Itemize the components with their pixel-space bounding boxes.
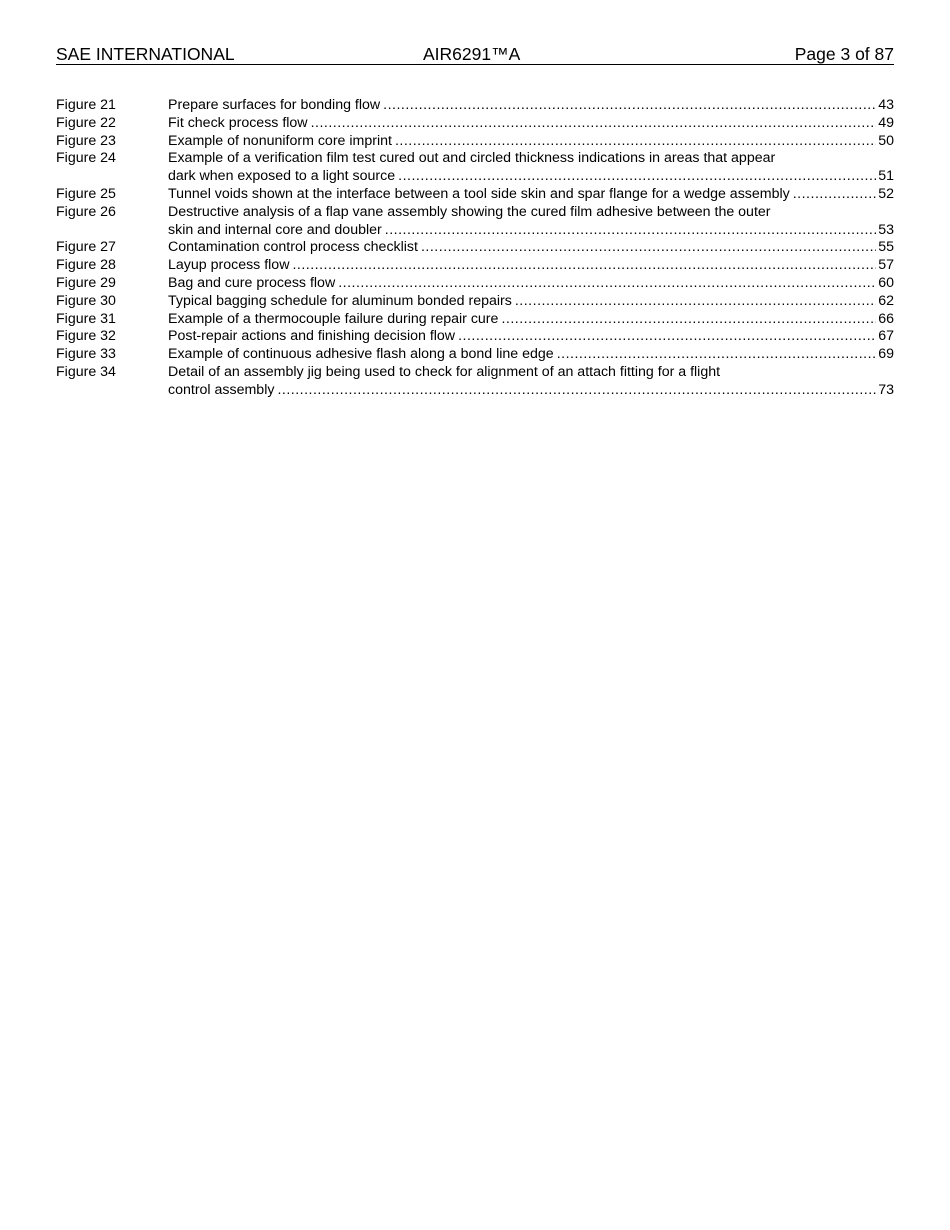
toc-dot-leader — [277, 382, 876, 400]
toc-figure-label: Figure 31 — [56, 310, 116, 327]
toc-entry[interactable] — [56, 257, 894, 275]
toc-page-number: 69 — [878, 346, 894, 363]
list-of-figures — [56, 97, 894, 400]
toc-dot-leader — [385, 222, 876, 240]
toc-entry[interactable] — [56, 239, 894, 257]
toc-entry[interactable] — [56, 364, 894, 400]
toc-title-text: Example of a thermocouple failure during repair cure — [168, 310, 499, 327]
toc-entry[interactable] — [56, 293, 894, 311]
toc-title-text: Example of nonuniform core imprint — [168, 132, 392, 149]
toc-entry-body — [168, 186, 894, 204]
toc-dot-leader — [501, 311, 876, 329]
toc-title-line — [168, 168, 894, 186]
toc-dot-leader — [557, 346, 877, 364]
toc-dot-leader — [421, 239, 876, 257]
toc-page-number: 53 — [878, 221, 894, 238]
header-organization: SAE INTERNATIONAL — [56, 44, 235, 64]
toc-figure-label: Figure 25 — [56, 185, 116, 202]
toc-entry-body — [168, 115, 894, 133]
toc-entry-body — [168, 97, 894, 115]
toc-entry[interactable] — [56, 346, 894, 364]
toc-page-number: 50 — [878, 132, 894, 149]
toc-title-line — [168, 222, 894, 240]
toc-figure-label: Figure 28 — [56, 257, 116, 274]
toc-entry-body — [168, 239, 894, 257]
toc-entry-body — [168, 257, 894, 275]
toc-entry-body — [168, 364, 894, 400]
toc-title-line — [168, 328, 894, 346]
toc-title-line — [168, 150, 894, 168]
toc-title-text: skin and internal core and doubler — [168, 221, 382, 238]
toc-figure-label: Figure 26 — [56, 203, 116, 220]
toc-title-text: Example of continuous adhesive flash along a bond line edge — [168, 346, 554, 363]
toc-title-text: Detail of an assembly jig being used to check for alignment of an attach fitting for a flight — [168, 363, 721, 380]
toc-title-text: Layup process flow — [168, 257, 290, 274]
toc-title-line — [168, 293, 894, 311]
toc-title-text: control assembly — [168, 381, 275, 398]
toc-entry-body — [168, 311, 894, 329]
toc-entry-body — [168, 150, 894, 186]
toc-entry[interactable] — [56, 311, 894, 329]
toc-title-line — [168, 186, 894, 204]
toc-page-number: 60 — [878, 274, 894, 291]
toc-entry-body — [168, 133, 894, 151]
toc-title-line — [168, 133, 894, 151]
toc-entry[interactable] — [56, 204, 894, 240]
toc-figure-label: Figure 29 — [56, 274, 116, 291]
toc-entry[interactable] — [56, 275, 894, 293]
toc-entry[interactable] — [56, 133, 894, 151]
toc-figure-label: Figure 27 — [56, 239, 116, 256]
toc-entry[interactable] — [56, 115, 894, 133]
toc-title-text: dark when exposed to a light source — [168, 168, 396, 185]
toc-entry[interactable] — [56, 186, 894, 204]
toc-title-line — [168, 257, 894, 275]
toc-figure-label: Figure 34 — [56, 363, 116, 380]
toc-page-number: 43 — [878, 97, 894, 113]
toc-dot-leader — [395, 133, 876, 151]
toc-page-number: 57 — [878, 257, 894, 274]
toc-figure-label: Figure 21 — [56, 97, 116, 113]
toc-figure-label: Figure 33 — [56, 346, 116, 363]
toc-page-number: 49 — [878, 114, 894, 131]
toc-page-number: 67 — [878, 328, 894, 345]
header-page-number: Page 3 of 87 — [794, 44, 894, 64]
toc-dot-leader — [383, 97, 876, 115]
toc-entry-body — [168, 328, 894, 346]
toc-entry-body — [168, 275, 894, 293]
toc-figure-label: Figure 22 — [56, 114, 116, 131]
toc-figure-label: Figure 24 — [56, 150, 116, 167]
toc-dot-leader — [398, 168, 876, 186]
toc-entry-body — [168, 293, 894, 311]
toc-page-number: 51 — [878, 168, 894, 185]
toc-title-text: Example of a verification film test cured out and circled thickness indications in areas that appear — [168, 150, 776, 167]
toc-entry-body — [168, 346, 894, 364]
toc-page-number: 55 — [878, 239, 894, 256]
toc-title-line — [168, 239, 894, 257]
toc-title-line — [168, 115, 894, 133]
toc-page-number: 66 — [878, 310, 894, 327]
toc-dot-leader — [292, 257, 876, 275]
toc-page-number: 73 — [878, 381, 894, 398]
toc-title-line — [168, 311, 894, 329]
toc-title-line — [168, 204, 894, 222]
toc-title-text: Typical bagging schedule for aluminum bonded repairs — [168, 292, 512, 309]
toc-figure-label: Figure 32 — [56, 328, 116, 345]
toc-figure-label: Figure 30 — [56, 292, 116, 309]
toc-dot-leader — [338, 275, 876, 293]
toc-figure-label: Figure 23 — [56, 132, 116, 149]
toc-entry[interactable] — [56, 97, 894, 115]
toc-title-text: Tunnel voids shown at the interface between a tool side skin and spar flange for a wedge assembly — [168, 185, 790, 202]
toc-title-line — [168, 346, 894, 364]
toc-entry[interactable] — [56, 150, 894, 186]
toc-title-line — [168, 382, 894, 400]
toc-page-number: 62 — [878, 292, 894, 309]
toc-dot-leader — [515, 293, 876, 311]
toc-dot-leader — [311, 115, 877, 133]
toc-entry[interactable] — [56, 328, 894, 346]
toc-dot-leader — [793, 186, 876, 204]
toc-title-text: Destructive analysis of a flap vane assembly showing the cured film adhesive between the outer — [168, 203, 771, 220]
toc-title-line — [168, 97, 894, 115]
toc-page-number: 52 — [878, 185, 894, 202]
toc-title-text: Fit check process flow — [168, 114, 308, 131]
toc-entry-body — [168, 204, 894, 240]
toc-title-line — [168, 364, 894, 382]
page-header — [56, 44, 894, 65]
toc-title-line — [168, 275, 894, 293]
toc-dot-leader — [458, 328, 876, 346]
toc-title-text: Prepare surfaces for bonding flow — [168, 97, 381, 113]
toc-title-text: Contamination control process checklist — [168, 239, 418, 256]
toc-title-text: Bag and cure process flow — [168, 274, 336, 291]
toc-title-text: Post-repair actions and finishing decision flow — [168, 328, 456, 345]
header-document-number: AIR6291™A — [423, 44, 521, 64]
